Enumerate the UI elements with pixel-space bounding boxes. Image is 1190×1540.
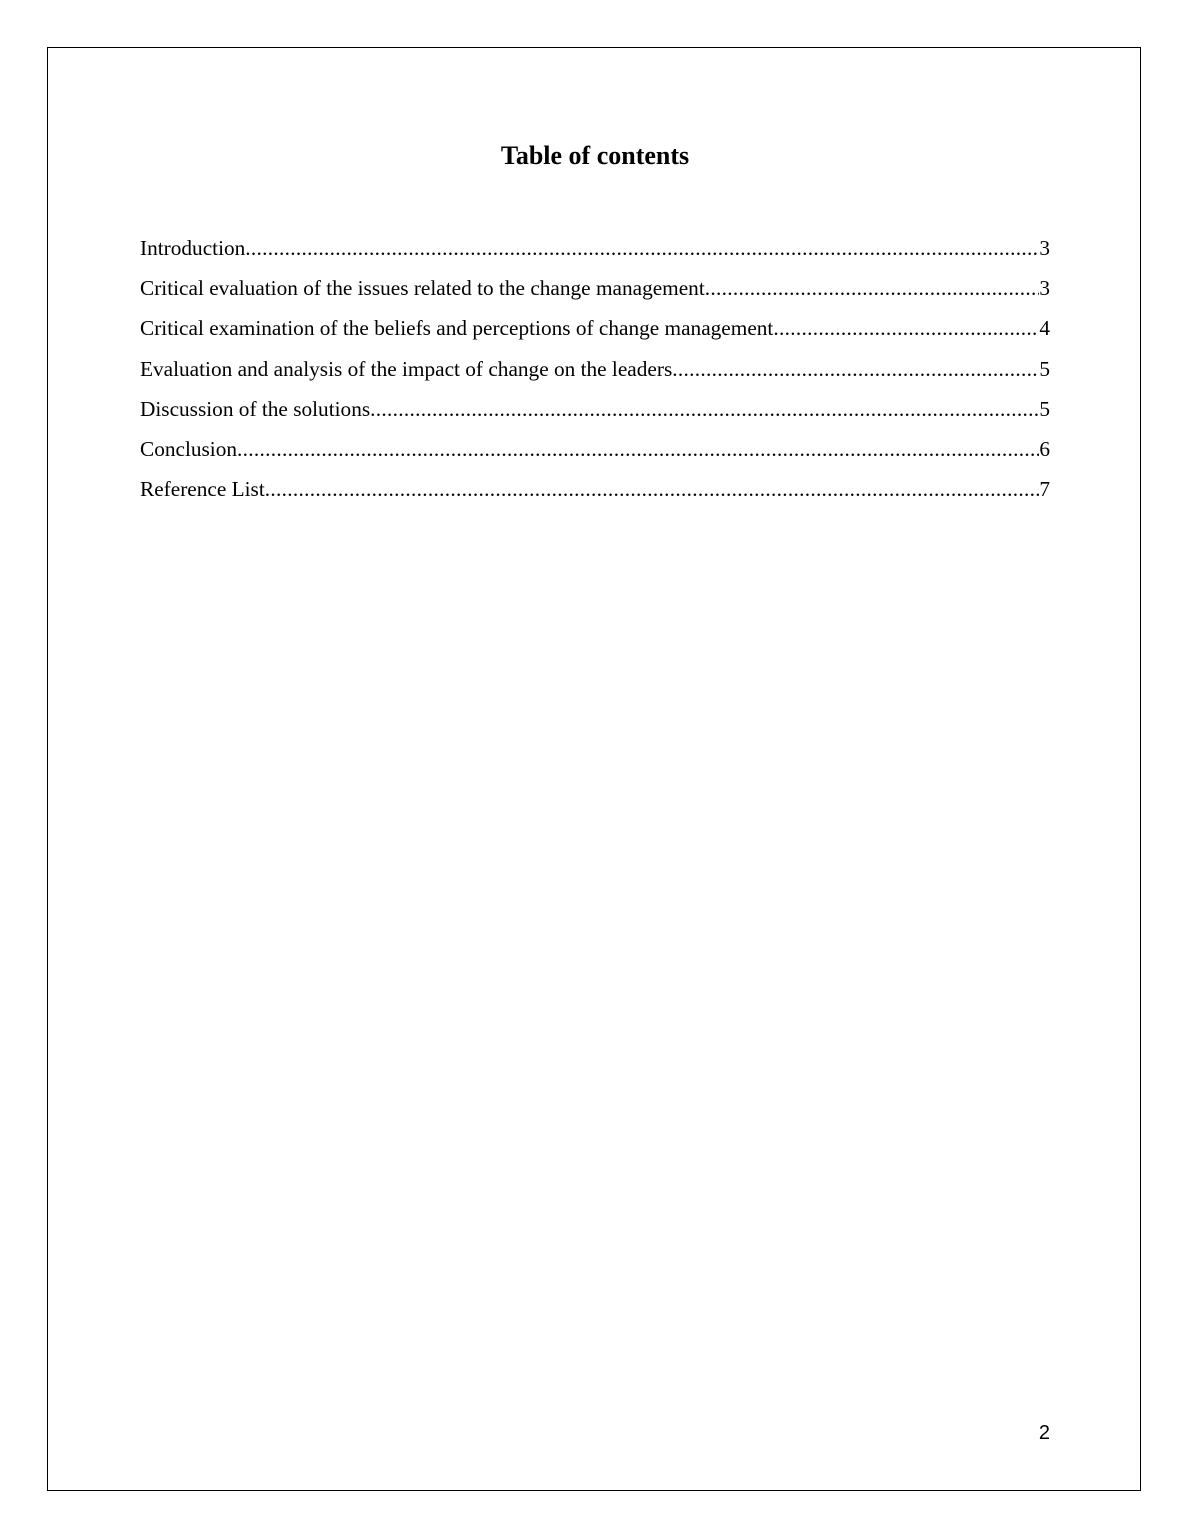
toc-entry-page: 5 <box>1039 356 1050 381</box>
toc-dot-leader <box>237 429 1039 469</box>
toc-entry-page: 4 <box>1039 316 1050 341</box>
toc-entry-title: Reference List <box>140 477 265 502</box>
toc-dot-leader <box>773 308 1039 348</box>
toc-list <box>140 228 1050 509</box>
toc-entry-page: 3 <box>1039 236 1050 260</box>
toc-entry-critical-evaluation[interactable] <box>140 268 1050 308</box>
toc-dot-leader <box>672 349 1039 389</box>
toc-entry-page: 5 <box>1039 396 1050 421</box>
toc-entry-title: Critical examination of the beliefs and perceptions of change management <box>140 316 774 341</box>
toc-entry-discussion[interactable] <box>140 389 1050 429</box>
toc-entry-title: Evaluation and analysis of the impact of change on the leaders <box>140 356 673 381</box>
toc-dot-leader <box>705 268 1040 308</box>
toc-entry-reference-list[interactable] <box>140 469 1050 509</box>
toc-dot-leader <box>245 228 1039 268</box>
toc-entry-page: 7 <box>1039 477 1050 502</box>
toc-dot-leader <box>265 469 1040 509</box>
toc-entry-introduction[interactable] <box>140 228 1050 268</box>
toc-title: Table of contents <box>500 141 690 170</box>
toc-entry-page: 3 <box>1039 276 1050 301</box>
toc-entry-page: 6 <box>1039 436 1050 461</box>
page-number: 2 <box>1038 1422 1050 1444</box>
toc-entry-title: Critical evaluation of the issues related to the change management <box>140 276 705 301</box>
toc-entry-critical-examination[interactable] <box>140 308 1050 348</box>
toc-dot-leader <box>370 389 1039 429</box>
toc-entry-evaluation-analysis[interactable] <box>140 349 1050 389</box>
toc-entry-title: Discussion of the solutions <box>140 396 371 421</box>
toc-entry-title: Introduction <box>140 236 246 260</box>
toc-entry-conclusion[interactable] <box>140 429 1050 469</box>
toc-entry-title: Conclusion <box>140 436 238 461</box>
